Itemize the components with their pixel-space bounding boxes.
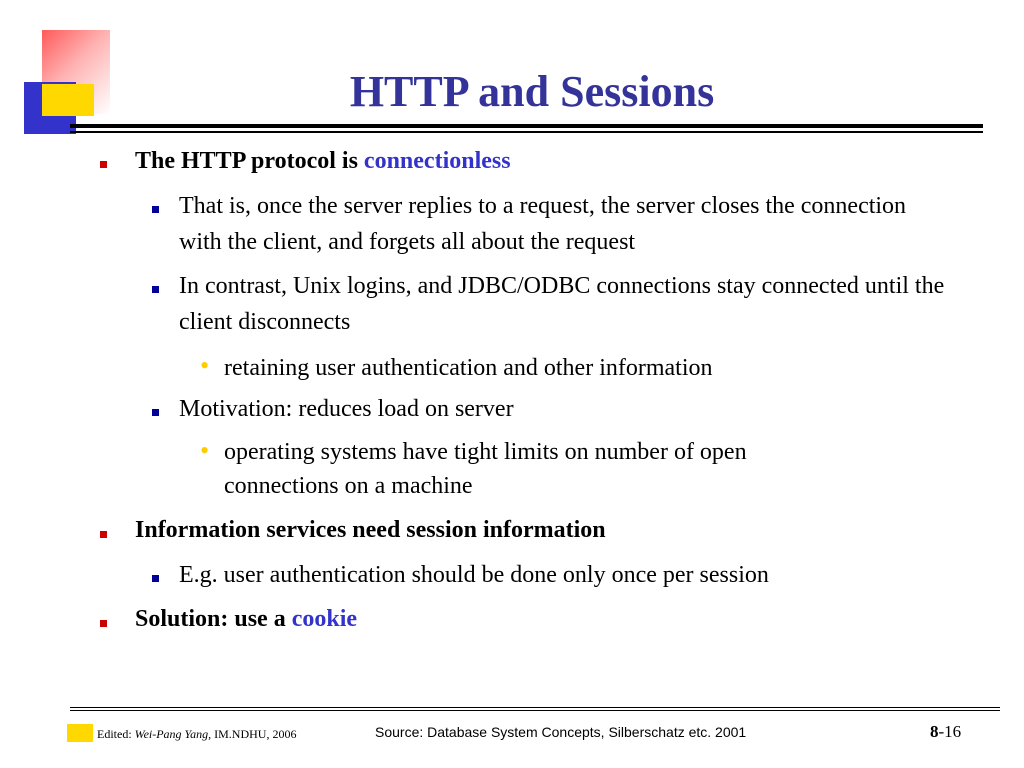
bullet-item: In contrast, Unix logins, and JDBC/ODBC connections stay connected until the client disconnects	[179, 273, 945, 335]
bullet-square-icon	[100, 620, 107, 627]
bullet-item: That is, once the server replies to a request, the server closes the connection with the client, and forgets all about the request	[179, 193, 907, 255]
bullet-square-icon	[152, 575, 159, 582]
bullet-square-icon	[152, 206, 159, 213]
bullet-dot-icon: •	[200, 351, 210, 380]
bullet-square-icon	[100, 531, 107, 538]
bullet-item: Solution: use a cookie	[135, 606, 358, 632]
bullet-item: operating systems have tight limits on number of open connections on a machine	[224, 439, 747, 499]
footer-logo-box	[67, 724, 93, 742]
accent-text: cookie	[291, 606, 358, 632]
bullet-square-icon	[152, 286, 159, 293]
footer-page-number: 8-16	[930, 722, 962, 741]
footer-rule	[70, 707, 1000, 708]
slide-title: HTTP and Sessions	[349, 67, 715, 116]
footer-rule	[70, 710, 1000, 711]
bullet-dot-icon: •	[200, 436, 210, 465]
accent-text: connectionless	[363, 148, 511, 174]
bullet-item: The HTTP protocol is connectionless	[135, 148, 511, 174]
bullet-item: Information services need session information	[135, 517, 606, 543]
bullet-square-icon	[100, 161, 107, 168]
bullet-square-icon	[152, 409, 159, 416]
bullet-item: retaining user authentication and other information	[224, 355, 713, 381]
bullet-item: Motivation: reduces load on server	[179, 396, 514, 422]
footer-source: Source: Database System Concepts, Silberschatz etc. 2001	[375, 724, 747, 740]
footer-edited: Edited: Wei-Pang Yang, IM.NDHU, 2006	[97, 727, 297, 741]
bullet-item: E.g. user authentication should be done only once per session	[179, 562, 769, 588]
